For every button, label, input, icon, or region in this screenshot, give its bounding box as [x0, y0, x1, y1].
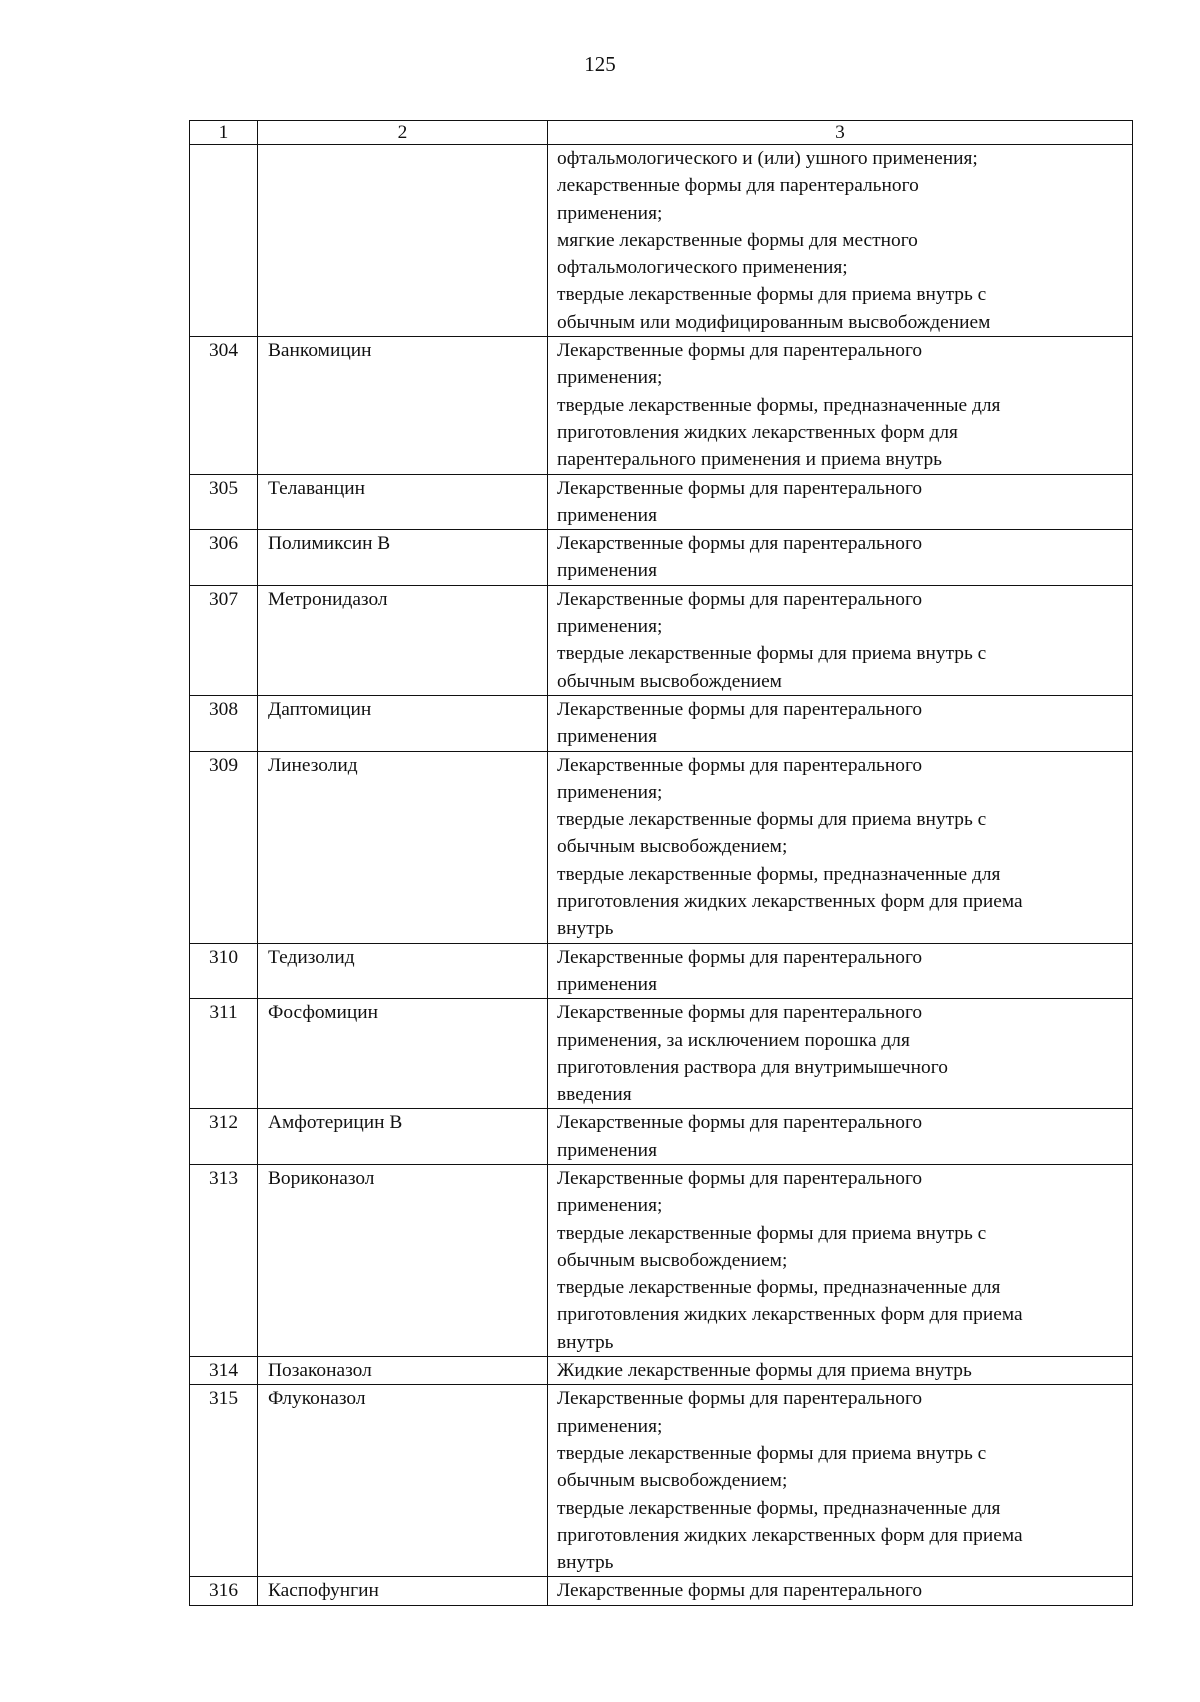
row-number-cell [190, 145, 258, 337]
dosage-form-line: Лекарственные формы для парентерального [557, 698, 923, 720]
table-row [190, 1357, 1133, 1385]
dosage-form-line: внутрь [557, 918, 614, 940]
dosage-form-line: мягкие лекарственные формы для местного [557, 229, 918, 251]
dosage-form-line: приготовления жидких лекарственных форм для [557, 421, 958, 443]
dosage-form-line: применения; [557, 781, 663, 803]
table-body [190, 145, 1133, 1606]
dosage-forms-cell [548, 337, 1133, 474]
table-row [190, 474, 1133, 530]
dosage-form-line: обычным высвобождением; [557, 1470, 788, 1492]
row-number-cell: 306 [190, 530, 258, 586]
table-row [190, 999, 1133, 1109]
column-header-2: 2 [258, 121, 548, 145]
dosage-forms-cell [548, 1385, 1133, 1577]
dosage-form-line: твердые лекарственные формы, предназначенные для [557, 863, 1001, 885]
dosage-form-line: парентерального применения и приема внутрь [557, 449, 943, 471]
drug-name-cell: Фосфомицин [258, 999, 548, 1109]
drug-name-cell: Телаванцин [258, 474, 548, 530]
dosage-form-line: лекарственные формы для парентерального [557, 175, 919, 197]
dosage-form-line: обычным или модифицированным высвобождением [557, 311, 991, 333]
dosage-form-line: применения; [557, 1195, 663, 1217]
dosage-form-line: твердые лекарственные формы, предназначенные для [557, 394, 1001, 416]
row-number-cell: 310 [190, 943, 258, 999]
dosage-form-line: применения [557, 504, 657, 526]
dosage-forms-cell [548, 751, 1133, 943]
dosage-form-line: Лекарственные формы для парентерального [557, 1112, 923, 1134]
table-row [190, 337, 1133, 474]
dosage-form-line: твердые лекарственные формы для приема внутрь с [557, 1222, 987, 1244]
dosage-forms-cell [548, 999, 1133, 1109]
dosage-form-line: твердые лекарственные формы, предназначенные для [557, 1277, 1001, 1299]
dosage-form-line: приготовления жидких лекарственных форм для приема [557, 1304, 1023, 1326]
dosage-form-line: Лекарственные формы для парентерального [557, 1388, 923, 1410]
drug-name-cell: Ванкомицин [258, 337, 548, 474]
drug-name-cell: Полимиксин В [258, 530, 548, 586]
column-header-1: 1 [190, 121, 258, 145]
dosage-form-line: офтальмологического и (или) ушного применения; [557, 148, 978, 169]
table-row [190, 585, 1133, 695]
dosage-form-line: Лекарственные формы для парентерального [557, 754, 923, 776]
row-number-cell: 308 [190, 695, 258, 751]
dosage-form-line: Лекарственные формы для парентерального [557, 1580, 923, 1602]
dosage-form-line: Лекарственные формы для парентерального [557, 946, 923, 968]
dosage-form-line: применения; [557, 202, 663, 224]
row-number-cell: 304 [190, 337, 258, 474]
dosage-form-line: приготовления жидких лекарственных форм для приема [557, 891, 1023, 913]
table-row [190, 943, 1133, 999]
dosage-form-line: Жидкие лекарственные формы для приема внутрь [557, 1360, 972, 1382]
dosage-form-line: применения, за исключением порошка для [557, 1029, 910, 1051]
dosage-forms-cell [548, 1357, 1133, 1385]
dosage-form-line: Лекарственные формы для парентерального [557, 1167, 923, 1189]
row-number-cell: 315 [190, 1385, 258, 1577]
dosage-form-line: твердые лекарственные формы для приема внутрь с [557, 643, 987, 665]
drug-name-cell [258, 145, 548, 337]
dosage-forms-cell [548, 1164, 1133, 1356]
dosage-forms-cell [548, 1109, 1133, 1165]
dosage-forms-cell [548, 943, 1133, 999]
dosage-form-line: обычным высвобождением; [557, 836, 788, 858]
table-row [190, 1577, 1133, 1605]
medication-table [189, 120, 1133, 1606]
dosage-form-line: применения [557, 560, 657, 582]
dosage-form-line: применения [557, 1139, 657, 1161]
row-number-cell: 305 [190, 474, 258, 530]
row-number-cell: 314 [190, 1357, 258, 1385]
drug-name-cell: Вориконазол [258, 1164, 548, 1356]
dosage-form-line: Лекарственные формы для парентерального [557, 588, 923, 610]
dosage-form-line: применения; [557, 367, 663, 389]
dosage-form-line: применения; [557, 1415, 663, 1437]
dosage-forms-cell [548, 1577, 1133, 1605]
dosage-form-line: Лекарственные формы для парентерального [557, 1002, 923, 1024]
dosage-forms-cell [548, 145, 1133, 337]
page-number: 125 [584, 52, 616, 76]
dosage-form-line: Лекарственные формы для парентерального [557, 477, 923, 499]
table-header-row [190, 121, 1133, 145]
drug-name-cell: Позаконазол [258, 1357, 548, 1385]
dosage-forms-cell [548, 585, 1133, 695]
dosage-form-line: применения [557, 726, 657, 748]
dosage-form-line: офтальмологического применения; [557, 257, 848, 279]
row-number-cell: 312 [190, 1109, 258, 1165]
row-number-cell: 309 [190, 751, 258, 943]
dosage-form-line: обычным высвобождением; [557, 1249, 788, 1271]
dosage-forms-cell [548, 474, 1133, 530]
dosage-forms-cell [548, 530, 1133, 586]
drug-name-cell: Даптомицин [258, 695, 548, 751]
table-row [190, 695, 1133, 751]
table-row [190, 530, 1133, 586]
drug-name-cell: Каспофунгин [258, 1577, 548, 1605]
dosage-form-line: приготовления жидких лекарственных форм для приема [557, 1524, 1023, 1546]
table-row [190, 751, 1133, 943]
drug-name-cell: Линезолид [258, 751, 548, 943]
drug-name-cell: Амфотерицин В [258, 1109, 548, 1165]
dosage-form-line: твердые лекарственные формы для приема внутрь с [557, 284, 987, 306]
dosage-form-line: Лекарственные формы для парентерального [557, 533, 923, 555]
row-number-cell: 307 [190, 585, 258, 695]
dosage-form-line: обычным высвобождением [557, 670, 782, 692]
table-row [190, 1109, 1133, 1165]
table-row [190, 1385, 1133, 1577]
dosage-form-line: внутрь [557, 1552, 614, 1574]
drug-name-cell: Флуконазол [258, 1385, 548, 1577]
drug-name-cell: Тедизолид [258, 943, 548, 999]
dosage-form-line: твердые лекарственные формы для приема внутрь с [557, 1442, 987, 1464]
row-number-cell: 316 [190, 1577, 258, 1605]
dosage-forms-cell [548, 695, 1133, 751]
dosage-form-line: твердые лекарственные формы, предназначенные для [557, 1497, 1001, 1519]
row-number-cell: 313 [190, 1164, 258, 1356]
table-row [190, 1164, 1133, 1356]
dosage-form-line: применения [557, 973, 657, 995]
dosage-form-line: введения [557, 1084, 632, 1106]
column-header-3: 3 [548, 121, 1133, 145]
dosage-form-line: приготовления раствора для внутримышечного [557, 1056, 948, 1078]
dosage-form-line: применения; [557, 616, 663, 638]
dosage-form-line: внутрь [557, 1331, 614, 1353]
row-number-cell: 311 [190, 999, 258, 1109]
table-row [190, 145, 1133, 337]
dosage-form-line: твердые лекарственные формы для приема внутрь с [557, 809, 987, 831]
dosage-form-line: Лекарственные формы для парентерального [557, 340, 923, 362]
drug-name-cell: Метронидазол [258, 585, 548, 695]
